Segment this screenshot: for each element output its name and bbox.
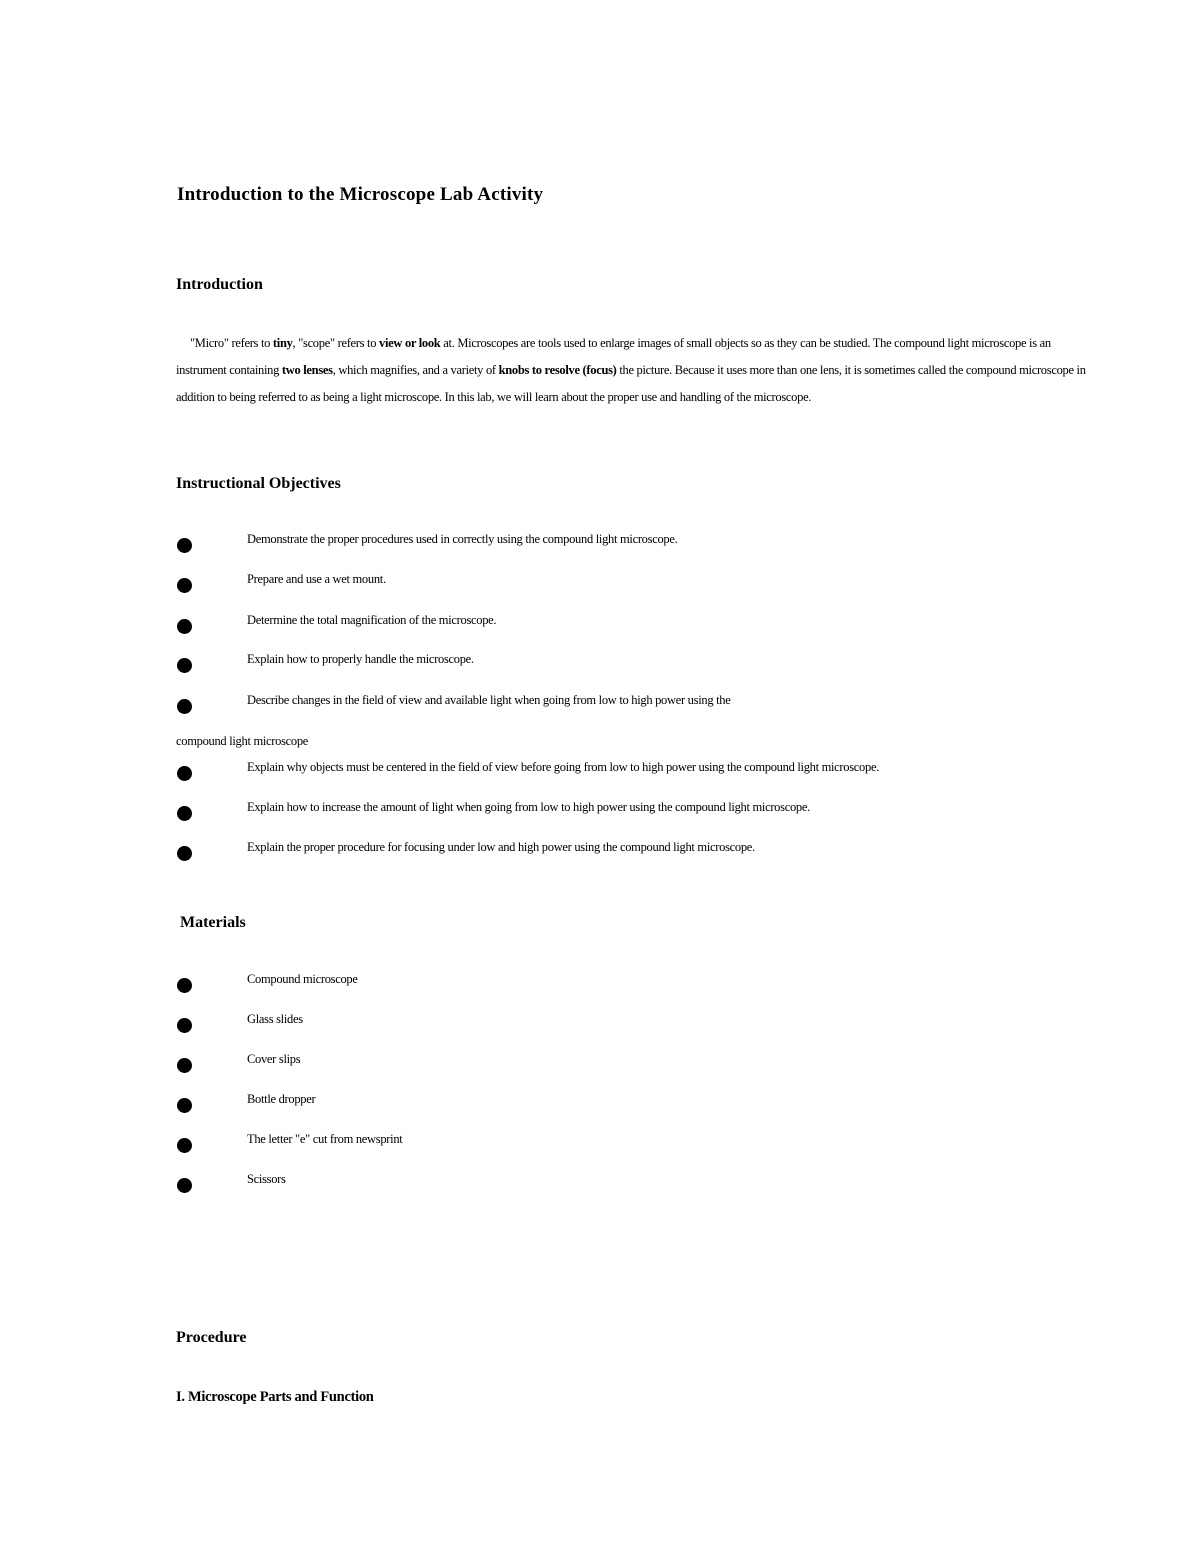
bullet-icon (177, 578, 192, 593)
introduction-paragraph (176, 330, 1091, 411)
bullet-icon (177, 1138, 192, 1153)
objective-continuation: compound light microscope (176, 734, 309, 748)
procedure-heading: Procedure (176, 1329, 247, 1346)
bullet-icon (177, 619, 192, 634)
material-text: Scissors (247, 1172, 286, 1186)
bullet-icon (177, 846, 192, 861)
bullet-icon (177, 806, 192, 821)
bullet-icon (177, 1018, 192, 1033)
objective-text: Prepare and use a wet mount. (247, 572, 386, 586)
intro-bold-2: view or look (379, 336, 441, 350)
intro-text-3: at. Microscopes are tools used to enlarge images of small objects so as they can be studied. The compound light microscope is an instrument containing (176, 336, 1051, 377)
material-text: Cover slips (247, 1052, 301, 1066)
bullet-icon (177, 538, 192, 553)
bullet-icon (177, 1058, 192, 1073)
document-title: Introduction to the Microscope Lab Activity (177, 184, 544, 205)
materials-heading: Materials (180, 914, 246, 931)
bullet-icon (177, 1178, 192, 1193)
bullet-icon (177, 658, 192, 673)
intro-bold-1: tiny (272, 336, 293, 350)
objective-text: Determine the total magnification of the microscope. (247, 613, 497, 627)
material-text: Compound microscope (247, 972, 358, 986)
intro-bold-3: two lenses (281, 363, 333, 377)
material-text: Bottle dropper (247, 1092, 316, 1106)
bullet-icon (177, 1098, 192, 1113)
material-text: The letter "e" cut from newsprint (247, 1132, 403, 1146)
introduction-heading: Introduction (176, 276, 263, 293)
bullet-icon (177, 766, 192, 781)
procedure-subheading: I. Microscope Parts and Function (176, 1389, 374, 1405)
material-text: Glass slides (247, 1012, 303, 1026)
bullet-icon (177, 699, 192, 714)
objective-text: Describe changes in the field of view and available light when going from low to high power using the (247, 693, 731, 707)
objective-text: Explain the proper procedure for focusing under low and high power using the compound light microscope. (247, 840, 755, 854)
intro-text-5: the picture. Because it uses more than one lens, it is sometimes called the compound microscope in addition to being referred to as being a light microscope. In this lab, we will learn about the proper use and handling of the microscope. (176, 363, 1086, 404)
objective-text: Explain why objects must be centered in the field of view before going from low to high power using the compound light microscope. (247, 760, 880, 774)
objective-text: Explain how to properly handle the microscope. (247, 652, 474, 666)
objectives-heading: Instructional Objectives (176, 475, 341, 492)
intro-text-1: "Micro" refers to (190, 336, 273, 350)
intro-text-2: , "scope" refers to (292, 336, 380, 350)
intro-text-4: , which magnifies, and a variety of (332, 363, 499, 377)
objective-text: Demonstrate the proper procedures used in correctly using the compound light microscope. (247, 532, 678, 546)
bullet-icon (177, 978, 192, 993)
objective-text: Explain how to increase the amount of light when going from low to high power using the compound light microscope. (247, 800, 810, 814)
intro-bold-4: knobs to resolve (focus) (498, 363, 617, 377)
